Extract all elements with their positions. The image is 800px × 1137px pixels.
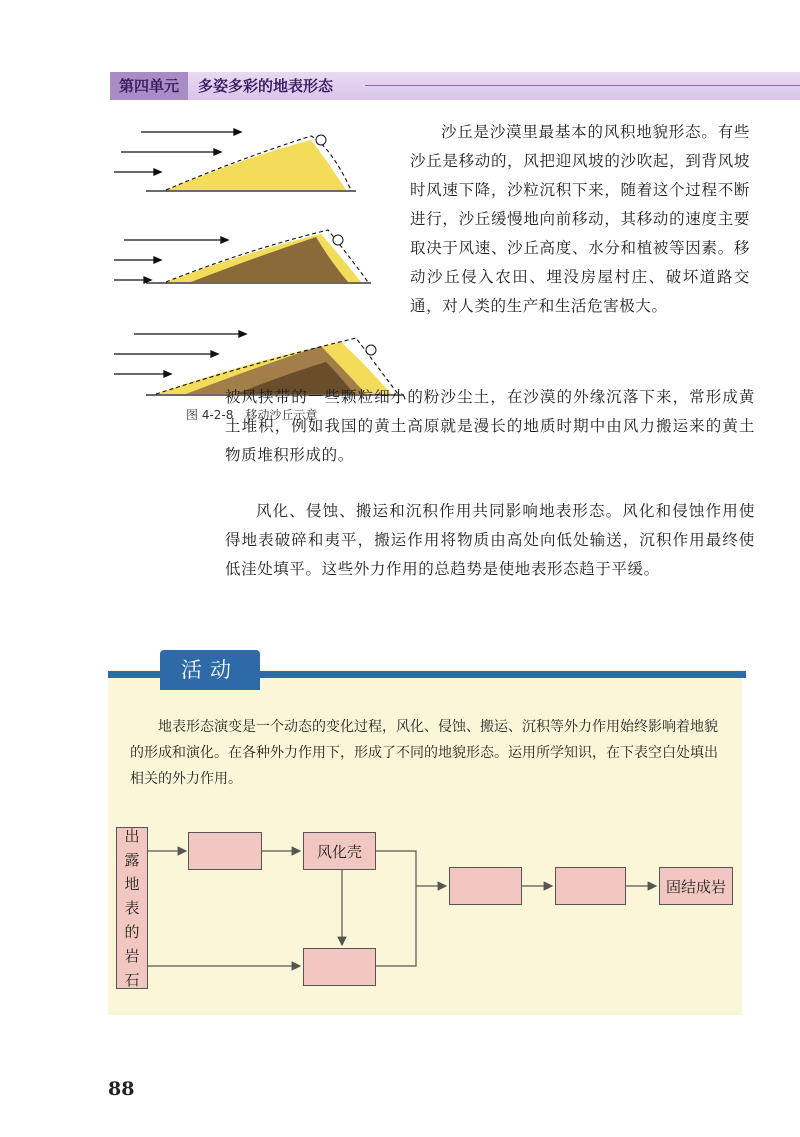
page-number: 88 [108,1078,135,1100]
rock-char: 表 [124,899,140,917]
unit-label: 第四单元 [110,72,188,100]
exposed-rock-node [116,827,148,989]
paragraph-dune: 沙丘是沙漠里最基本的风积地貌形态。有些沙丘是移动的，风把迎风坡的沙吹起，到背风坡时风速下降，沙粒沉积下来，随着这个过程不断进行，沙丘缓慢地向前移动，其移动的速度主要取决于风速、沙丘高度、水分和植被等因素。移动沙丘侵入农田、埋没房屋村庄、破坏道路交通，对人类的生产和生活危害极大。 [410,123,750,315]
figure-caption: 图 4-2-8 移动沙丘示意 [186,408,318,422]
consolidation-node: 固结成岩 [659,867,733,905]
rock-char: 石 [124,971,140,989]
weathering-crust-node: 风化壳 [303,832,376,870]
rock-char: 露 [124,851,140,869]
blank-box-2[interactable] [303,948,376,986]
activity-instructions: 地表形态演变是一个动态的变化过程，风化、侵蚀、搬运、沉积等外力作用始终影响着地貌的形成和演化。在各种外力作用下，形成了不同的地貌形态。运用所学知识，在下表空白处填出相关的外力作用。 [130,719,718,787]
flow-merge-line [376,851,416,966]
blank-box-4[interactable] [555,867,626,905]
rock-char: 的 [124,923,140,941]
activity-title: 活动 [160,650,260,690]
blank-box-1[interactable] [188,832,262,870]
rock-char: 出 [124,827,140,845]
paragraph-summary: 风化、侵蚀、搬运和沉积作用共同影响地表形态。风化和侵蚀作用使得地表破碎和夷平，搬运作用将物质由高处向低处输送，沉积作用最终使低洼处填平。这些外力作用的总趋势是使地表形态趋于平缓。 [225,502,755,578]
blank-box-3[interactable] [449,867,522,905]
paragraph-loess: 被风挟带的一些颗粒细小的粉沙尘土，在沙漠的外缘沉落下来，常形成黄土堆积，例如我国的黄土高原就是漫长的地质时期中由风力搬运来的黄土物质堆积形成的。 [225,388,755,464]
rock-char: 岩 [124,947,140,965]
chapter-title: 多姿多彩的地表形态 [198,77,334,95]
rock-char: 地 [124,875,140,893]
